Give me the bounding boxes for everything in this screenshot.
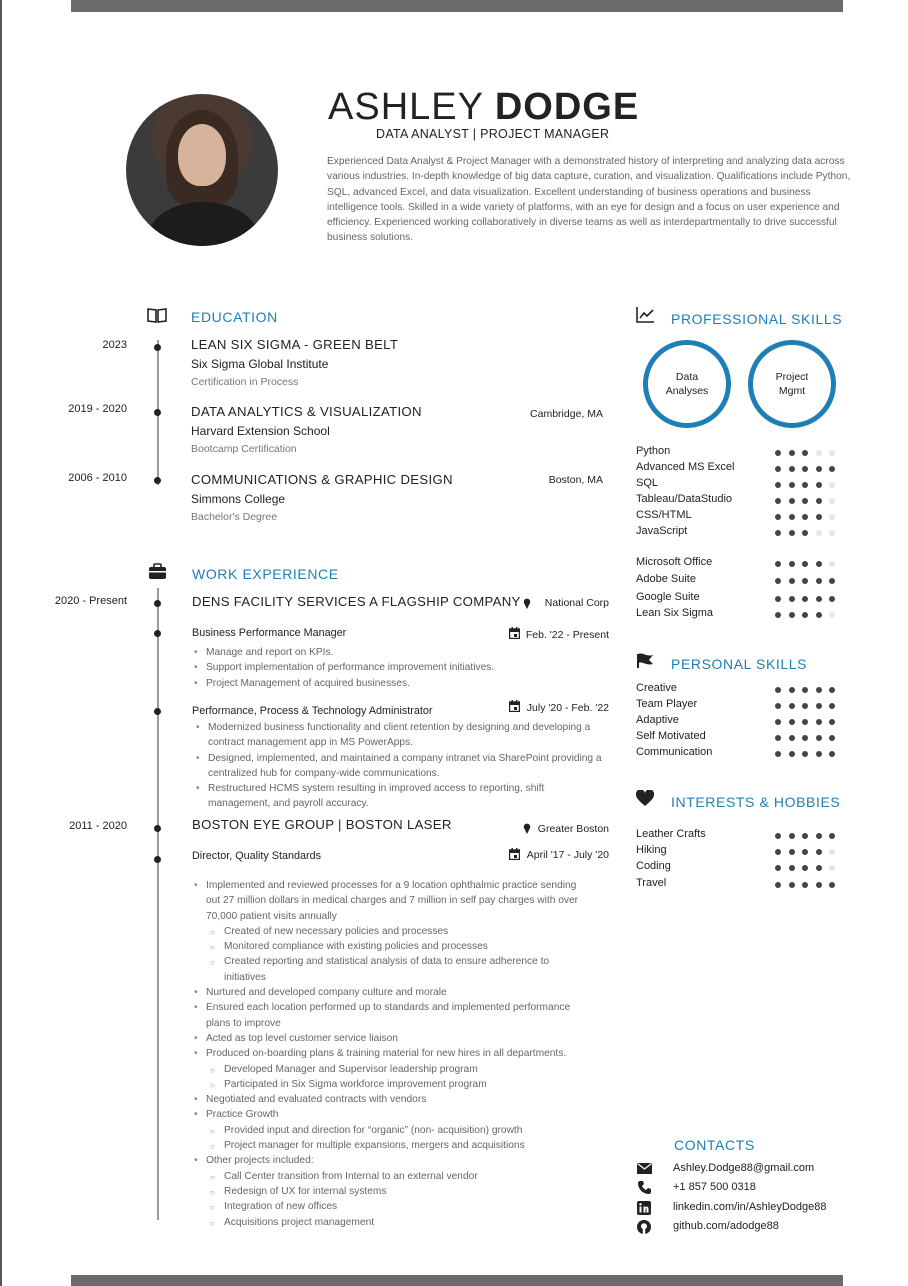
- rating-dot: [789, 482, 795, 488]
- timeline-dot: [154, 825, 161, 832]
- skill-label: CSS/HTML: [636, 509, 692, 521]
- rating-dot: [816, 833, 822, 839]
- rating-dot: [789, 514, 795, 520]
- list-item: • Designed, implemented, and maintained a company intranet via SharePoint providing a centralized hub for company-wide communications.: [194, 751, 609, 782]
- list-item: • Implemented and reviewed processes for a 9 location ophthalmic practice sending out 27 million dollars in medical charges and 7 million in self pay charges with over 70,000 patient visits annually: [192, 878, 592, 924]
- rating-dot: [802, 735, 808, 741]
- rating-dot: [816, 849, 822, 855]
- rating-dot: [775, 530, 781, 536]
- rating-dot: [829, 498, 835, 504]
- list-subitem: ○ Provided input and direction for “organic” (non- acquisition) growth: [192, 1123, 592, 1138]
- rating-dot: [789, 450, 795, 456]
- timeline-dot: [154, 708, 161, 715]
- skill-rating: [775, 578, 835, 584]
- rating-dot: [789, 687, 795, 693]
- rating-dot: [829, 849, 835, 855]
- role-bullets: [194, 720, 609, 812]
- skill-label: SQL: [636, 477, 659, 489]
- skill-label: JavaScript: [636, 525, 688, 537]
- edu-school: Harvard Extension School: [191, 424, 330, 438]
- edu-note: Bootcamp Certification: [191, 443, 297, 455]
- skill-rating: [775, 482, 835, 488]
- rating-dot: [829, 687, 835, 693]
- rating-dot: [829, 596, 835, 602]
- rating-dot: [816, 514, 822, 520]
- edu-title: DATA ANALYTICS & VISUALIZATION: [191, 404, 422, 419]
- skill-rating: [775, 865, 835, 871]
- rating-dot: [802, 578, 808, 584]
- skill-label: Adobe Suite: [636, 573, 696, 585]
- role-title: Business Performance Manager: [192, 627, 347, 639]
- interests-title: INTERESTS & HOBBIES: [671, 794, 841, 810]
- skill-rating: [775, 703, 835, 709]
- list-item: • Modernized business functionality and client retention by designing and developing a contract management app in MS PowerApps.: [194, 720, 609, 751]
- rating-dot: [789, 882, 795, 888]
- list-subitem: ○ Acquisitions project management: [192, 1215, 592, 1230]
- rating-dot: [789, 498, 795, 504]
- rating-dot: [829, 719, 835, 725]
- rating-dot: [789, 703, 795, 709]
- rating-dot: [775, 687, 781, 693]
- skill-rating: [775, 833, 835, 839]
- skill-circle: Data Analyses: [643, 340, 731, 428]
- avatar: [126, 94, 278, 246]
- rating-dot: [802, 612, 808, 618]
- skill-label: Google Suite: [636, 591, 700, 603]
- job-company: DENS FACILITY SERVICES A FLAGSHIP COMPANY: [192, 594, 521, 609]
- edu-title: LEAN SIX SIGMA - GREEN BELT: [191, 337, 399, 352]
- rating-dot: [802, 530, 808, 536]
- edu-note: Certification in Process: [191, 376, 299, 388]
- rating-dot: [789, 578, 795, 584]
- edu-date: 2006 - 2010: [68, 472, 127, 484]
- rating-dot: [829, 703, 835, 709]
- skill-rating: [775, 514, 835, 520]
- rating-dot: [816, 612, 822, 618]
- rating-dot: [775, 466, 781, 472]
- list-item: • Practice Growth: [192, 1107, 592, 1122]
- skill-rating: [775, 561, 835, 567]
- rating-dot: [802, 466, 808, 472]
- skill-label: Tableau/DataStudio: [636, 493, 733, 505]
- rating-dot: [802, 596, 808, 602]
- rating-dot: [802, 865, 808, 871]
- skill-label: Self Motivated: [636, 730, 706, 742]
- rating-dot: [802, 751, 808, 757]
- job-location: National Corp: [544, 597, 609, 609]
- skill-label: Creative: [636, 682, 677, 694]
- role-dates: July '20 - Feb. '22: [526, 702, 609, 714]
- rating-dot: [775, 612, 781, 618]
- rating-dot: [829, 735, 835, 741]
- list-item: • Manage and report on KPIs.: [192, 645, 612, 660]
- rating-dot: [789, 833, 795, 839]
- rating-dot: [829, 466, 835, 472]
- list-subitem: ○ Monitored compliance with existing policies and processes: [192, 939, 592, 954]
- role-title: Director, Quality Standards: [192, 850, 322, 862]
- rating-dot: [829, 514, 835, 520]
- skill-circle: Project Mgmt: [748, 340, 836, 428]
- linkedin-icon: [637, 1201, 651, 1215]
- skill-label: Hiking: [636, 844, 667, 856]
- list-item: • Negotiated and evaluated contracts with vendors: [192, 1092, 592, 1107]
- personal-skills-title: PERSONAL SKILLS: [671, 656, 808, 672]
- rating-dot: [829, 482, 835, 488]
- list-subitem: ○ Project manager for multiple expansions, mergers and acquisitions: [192, 1138, 592, 1153]
- skill-rating: [775, 719, 835, 725]
- role-bullets: [192, 878, 592, 1230]
- timeline-dot: [154, 344, 161, 351]
- contacts-title: CONTACTS: [674, 1137, 755, 1153]
- list-item: • Ensured each location performed up to standards and implemented performance plans to improve: [192, 1000, 592, 1031]
- rating-dot: [775, 703, 781, 709]
- rating-dot: [775, 514, 781, 520]
- rating-dot: [816, 482, 822, 488]
- rating-dot: [775, 735, 781, 741]
- list-item: • Nurtured and developed company culture and morale: [192, 985, 592, 1000]
- list-subitem: ○ Participated in Six Sigma workforce improvement program: [192, 1077, 592, 1092]
- flag-icon: [636, 653, 655, 669]
- rating-dot: [789, 735, 795, 741]
- skill-label: Coding: [636, 860, 671, 872]
- rating-dot: [816, 450, 822, 456]
- list-item: • Acted as top level customer service liaison: [192, 1031, 592, 1046]
- skill-label: Microsoft Office: [636, 556, 713, 568]
- rating-dot: [816, 687, 822, 693]
- skill-label: Leather Crafts: [636, 828, 706, 840]
- rating-dot: [802, 514, 808, 520]
- list-item: • Support implementation of performance improvement initiatives.: [192, 660, 612, 675]
- professional-skills-title: PROFESSIONAL SKILLS: [671, 311, 843, 327]
- work-title: WORK EXPERIENCE: [192, 566, 339, 582]
- list-subitem: ○ Created reporting and statistical analysis of data to ensure adherence to initiatives: [192, 954, 592, 985]
- edu-note: Bachelor's Degree: [191, 511, 278, 523]
- timeline-dot: [154, 409, 161, 416]
- rating-dot: [829, 865, 835, 871]
- list-subitem: ○ Integration of new offices: [192, 1199, 592, 1214]
- rating-dot: [789, 530, 795, 536]
- rating-dot: [802, 450, 808, 456]
- rating-dot: [775, 561, 781, 567]
- list-subitem: ○ Developed Manager and Supervisor leadership program: [192, 1062, 592, 1077]
- bottom-bar: [71, 1275, 843, 1286]
- email-icon: [637, 1163, 652, 1174]
- rating-dot: [816, 596, 822, 602]
- rating-dot: [775, 882, 781, 888]
- skill-rating: [775, 596, 835, 602]
- rating-dot: [789, 596, 795, 602]
- rating-dot: [829, 612, 835, 618]
- work-timeline: [157, 588, 159, 1220]
- rating-dot: [802, 882, 808, 888]
- skill-rating: [775, 612, 835, 618]
- book-icon: [147, 307, 167, 323]
- rating-dot: [802, 482, 808, 488]
- edu-date: 2019 - 2020: [68, 403, 127, 415]
- list-item: • Other projects included:: [192, 1153, 592, 1168]
- edu-school: Simmons College: [191, 492, 286, 506]
- skill-rating: [775, 882, 835, 888]
- list-subitem: ○ Created of new necessary policies and processes: [192, 924, 592, 939]
- rating-dot: [816, 703, 822, 709]
- rating-dot: [816, 466, 822, 472]
- rating-dot: [775, 578, 781, 584]
- github-icon: [637, 1220, 651, 1234]
- rating-dot: [789, 849, 795, 855]
- rating-dot: [775, 751, 781, 757]
- job-subtitle: DATA ANALYST | PROJECT MANAGER: [376, 127, 610, 141]
- rating-dot: [816, 735, 822, 741]
- summary-text: Experienced Data Analyst & Project Manager with a demonstrated history of interpreting and analyzing data across various industries. In-depth knowledge of big data capture, curation, and visualization. Qualifications include Python, SQL, advanced Excel, and data visualization. Excellent understanding of business operations and business intelligence tools. Skilled in a wide variety of platforms, with an eye for design and a focus on user experience and efficiency. Experienced working collaboratively in diverse teams as well as interdepartmentally to drive successful business solutions.: [327, 156, 851, 244]
- skill-label: Python: [636, 445, 671, 457]
- skill-label: Adaptive: [636, 714, 679, 726]
- rating-dot: [829, 450, 835, 456]
- job-date: 2011 - 2020: [69, 820, 127, 832]
- rating-dot: [802, 849, 808, 855]
- role-bullets: [192, 645, 612, 691]
- rating-dot: [789, 865, 795, 871]
- rating-dot: [802, 561, 808, 567]
- role-dates: April '17 - July '20: [526, 849, 609, 861]
- briefcase-icon: [148, 563, 167, 580]
- education-title: EDUCATION: [191, 309, 278, 325]
- role-dates: Feb. '22 - Present: [525, 629, 609, 641]
- rating-dot: [829, 833, 835, 839]
- skill-label: Lean Six Sigma: [636, 607, 714, 619]
- edu-location: Cambridge, MA: [530, 408, 603, 420]
- skill-rating: [775, 498, 835, 504]
- job-company: BOSTON EYE GROUP | BOSTON LASER: [192, 817, 452, 832]
- skill-label: Advanced MS Excel: [636, 461, 735, 473]
- page-left-border: [0, 0, 2, 1286]
- rating-dot: [775, 833, 781, 839]
- rating-dot: [775, 596, 781, 602]
- edu-date: 2023: [102, 339, 127, 351]
- skill-rating: [775, 687, 835, 693]
- rating-dot: [816, 719, 822, 725]
- list-item: • Produced on-boarding plans & training material for new hires in all departments.: [192, 1046, 592, 1061]
- rating-dot: [816, 882, 822, 888]
- timeline-dot: [154, 630, 161, 637]
- rating-dot: [802, 833, 808, 839]
- phone-icon: [638, 1181, 651, 1194]
- list-subitem: ○ Redesign of UX for internal systems: [192, 1184, 592, 1199]
- rating-dot: [802, 719, 808, 725]
- rating-dot: [789, 466, 795, 472]
- contact-linkedin[interactable]: linkedin.com/in/AshleyDodge88: [673, 1201, 827, 1213]
- edu-location: Boston, MA: [548, 474, 603, 486]
- top-bar: [71, 0, 843, 12]
- rating-dot: [829, 751, 835, 757]
- skill-label: Communication: [636, 746, 713, 758]
- edu-title: COMMUNICATIONS & GRAPHIC DESIGN: [191, 472, 453, 487]
- list-item: • Project Management of acquired businesses.: [192, 676, 612, 691]
- rating-dot: [789, 719, 795, 725]
- rating-dot: [775, 450, 781, 456]
- rating-dot: [775, 849, 781, 855]
- rating-dot: [775, 482, 781, 488]
- timeline-dot: [154, 600, 161, 607]
- skill-rating: [775, 466, 835, 472]
- skill-rating: [775, 450, 835, 456]
- role-title: Performance, Process & Technology Administrator: [192, 705, 433, 717]
- rating-dot: [775, 865, 781, 871]
- rating-dot: [802, 498, 808, 504]
- rating-dot: [802, 703, 808, 709]
- rating-dot: [789, 561, 795, 567]
- skill-label: Travel: [636, 877, 667, 889]
- rating-dot: [829, 530, 835, 536]
- list-item: • Restructured HCMS system resulting in improved access to reporting, shift management, and payroll accuracy.: [194, 781, 609, 812]
- rating-dot: [816, 530, 822, 536]
- job-location: Greater Boston: [537, 823, 609, 835]
- list-subitem: ○ Call Center transition from Internal to an external vendor: [192, 1169, 592, 1184]
- rating-dot: [802, 687, 808, 693]
- skill-label: Team Player: [636, 698, 698, 710]
- skill-rating: [775, 849, 835, 855]
- rating-dot: [775, 719, 781, 725]
- name-heading: ASHLEY DODGE: [328, 86, 640, 128]
- contact-github[interactable]: github.com/adodge88: [673, 1220, 779, 1232]
- rating-dot: [775, 498, 781, 504]
- rating-dot: [816, 561, 822, 567]
- job-date: 2020 - Present: [54, 595, 127, 607]
- rating-dot: [816, 498, 822, 504]
- contact-email[interactable]: Ashley.Dodge88@gmail.com: [673, 1162, 815, 1174]
- heart-icon: [636, 790, 654, 807]
- timeline-dot: [154, 477, 161, 484]
- rating-dot: [789, 612, 795, 618]
- rating-dot: [829, 561, 835, 567]
- rating-dot: [789, 751, 795, 757]
- rating-dot: [829, 578, 835, 584]
- rating-dot: [829, 882, 835, 888]
- rating-dot: [816, 865, 822, 871]
- rating-dot: [816, 578, 822, 584]
- skill-rating: [775, 751, 835, 757]
- edu-school: Six Sigma Global Institute: [191, 357, 329, 371]
- contact-phone[interactable]: +1 857 500 0318: [673, 1181, 756, 1193]
- timeline-dot: [154, 856, 161, 863]
- skill-rating: [775, 530, 835, 536]
- line-chart-icon: [636, 307, 655, 323]
- skill-rating: [775, 735, 835, 741]
- rating-dot: [816, 751, 822, 757]
